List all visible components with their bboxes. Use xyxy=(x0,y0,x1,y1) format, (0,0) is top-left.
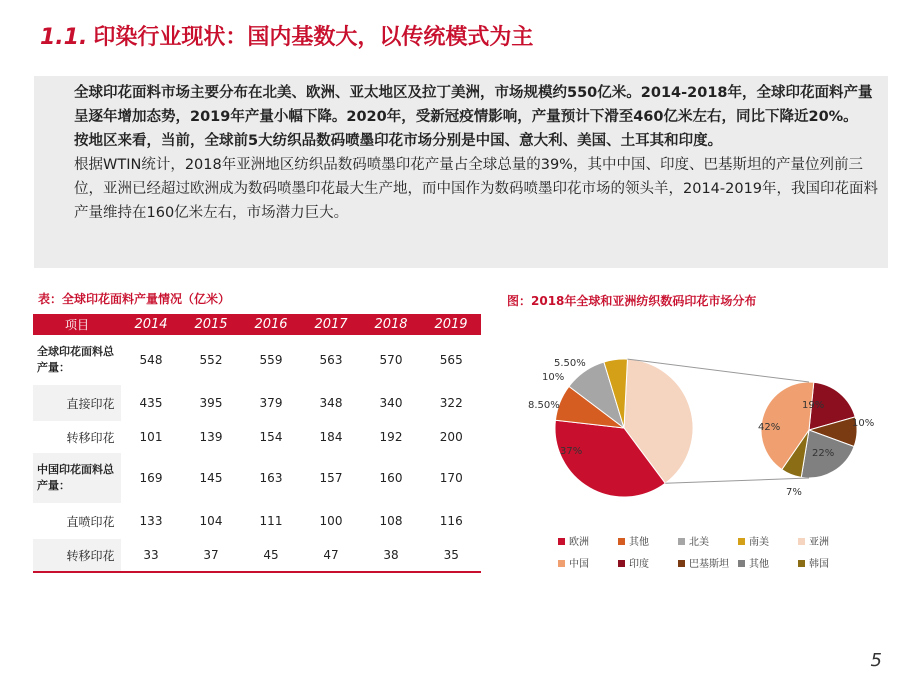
table-cell: 184 xyxy=(301,421,361,453)
table-cell: 47 xyxy=(301,539,361,571)
table-header-cell: 2015 xyxy=(181,314,241,335)
legend-swatch-印度 xyxy=(618,560,625,567)
pie-chart-svg xyxy=(502,312,888,589)
row-label: 中国印花面料总产量： xyxy=(33,453,121,503)
intro-lead: 全球印花面料市场主要分布在北美、欧洲、亚太地区及拉丁美洲，市场规模约550亿米。2014-2018年，全球印花面料产量呈逐年增加态势，2019年产量小幅下降。2020年，受新冠疫情影响，产量预计下滑至460亿米左右，同比下降近20%。 xyxy=(74,85,873,125)
table-cell: 379 xyxy=(241,385,301,421)
row-label: 转移印花 xyxy=(33,539,121,571)
legend-swatch-北美 xyxy=(678,538,685,545)
table-cell: 192 xyxy=(361,421,421,453)
legend-label-巴基斯坦: 巴基斯坦 xyxy=(689,559,729,570)
section-number: 1.1. xyxy=(40,25,88,50)
table-header-cell: 2018 xyxy=(361,314,421,335)
table-cell: 139 xyxy=(181,421,241,453)
table-cell: 111 xyxy=(241,503,301,539)
table-row xyxy=(33,385,481,421)
data-label-中国: 42% xyxy=(758,422,781,433)
table-cell: 160 xyxy=(361,453,421,503)
market-distribution-chart xyxy=(502,312,888,589)
table-header-row xyxy=(33,314,481,335)
table-cell: 157 xyxy=(301,453,361,503)
legend-label-印度: 印度 xyxy=(629,559,649,570)
table-cell: 163 xyxy=(241,453,301,503)
intro-box xyxy=(34,76,888,268)
table-cell: 570 xyxy=(361,335,421,385)
legend-swatch-欧洲 xyxy=(558,538,565,545)
table-row xyxy=(33,335,481,385)
intro-paragraph-2: 按地区来看，当前，全球前5大纺织品数码喷墨印花市场分别是中国、意大利、美国、土耳其和印度。 xyxy=(74,133,723,149)
legend-swatch-南美 xyxy=(738,538,745,545)
intro-paragraph-3: 根据WTIN统计，2018年亚洲地区纺织品数码喷墨印花产量占全球总量的39%，其中中国、印度、巴基斯坦的产量位列前三位，亚洲已经超过欧洲成为数码喷墨印花最大生产地，而中国作为数码喷墨印花市场的领头羊，2014-2019年，我国印花面料产量维持在160亿米左右，市场潜力巨大。 xyxy=(74,157,879,221)
table-cell: 340 xyxy=(361,385,421,421)
table-cell: 565 xyxy=(421,335,481,385)
table-cell: 133 xyxy=(121,503,181,539)
data-label-北美: 10% xyxy=(542,372,565,383)
legend-label-其他: 其他 xyxy=(629,537,649,548)
legend-label-欧洲: 欧洲 xyxy=(569,537,589,548)
table-cell: 108 xyxy=(361,503,421,539)
table-cell: 200 xyxy=(421,421,481,453)
table-cell: 395 xyxy=(181,385,241,421)
intro-paragraph-1 xyxy=(74,81,880,129)
table-cell: 563 xyxy=(301,335,361,385)
legend-label-中国: 中国 xyxy=(569,559,589,570)
page-number: 5 xyxy=(870,650,882,671)
table-cell: 145 xyxy=(181,453,241,503)
table-header-cell: 2019 xyxy=(421,314,481,335)
row-label: 全球印花面料总产量： xyxy=(37,345,114,374)
production-table xyxy=(33,314,481,573)
table-cell: 559 xyxy=(241,335,301,385)
table-cell: 116 xyxy=(421,503,481,539)
table-cell: 169 xyxy=(121,453,181,503)
row-label: 转移印花 xyxy=(66,430,115,445)
legend-swatch-韩国 xyxy=(798,560,805,567)
table-cell: 170 xyxy=(421,453,481,503)
data-label-其他: 8.50% xyxy=(528,400,560,411)
data-label-欧洲: 37% xyxy=(560,446,583,457)
data-label-南美: 5.50% xyxy=(554,358,586,369)
production-table-grid xyxy=(33,314,481,571)
table-cell: 552 xyxy=(181,335,241,385)
page-title xyxy=(40,20,533,51)
table-cell: 33 xyxy=(121,539,181,571)
legend-label-北美: 北美 xyxy=(689,537,709,548)
legend-swatch-巴基斯坦 xyxy=(678,560,685,567)
table-header-cell: 2014 xyxy=(121,314,181,335)
connector-line-bottom xyxy=(665,478,809,483)
table-row xyxy=(33,539,481,571)
row-label: 直接印花 xyxy=(33,385,121,421)
table-cell: 548 xyxy=(121,335,181,385)
table-caption: 表：全球印花面料产量情况（亿米） xyxy=(38,292,231,306)
table-header-cell: 2016 xyxy=(241,314,301,335)
table-cell: 104 xyxy=(181,503,241,539)
table-cell: 154 xyxy=(241,421,301,453)
table-row xyxy=(33,503,481,539)
legend-label-亚洲: 亚洲 xyxy=(809,537,829,548)
table-cell: 348 xyxy=(301,385,361,421)
table-cell: 38 xyxy=(361,539,421,571)
chart-caption: 图：2018年全球和亚洲纺织数码印花市场分布 xyxy=(507,294,757,308)
row-label: 直喷印花 xyxy=(66,514,115,529)
table-cell: 100 xyxy=(301,503,361,539)
table-cell: 435 xyxy=(121,385,181,421)
legend-label-韩国: 韩国 xyxy=(809,559,829,570)
table-row xyxy=(33,453,481,503)
data-label-巴基斯坦: 10% xyxy=(852,418,875,429)
legend-label-其他: 其他 xyxy=(749,559,769,570)
table-cell: 35 xyxy=(421,539,481,571)
legend-swatch-亚洲 xyxy=(798,538,805,545)
table-header-cell: 项目 xyxy=(33,314,121,335)
table-cell: 101 xyxy=(121,421,181,453)
table-cell: 37 xyxy=(181,539,241,571)
data-label-其他: 22% xyxy=(812,448,835,459)
table-cell: 45 xyxy=(241,539,301,571)
legend-swatch-其他 xyxy=(618,538,625,545)
legend-label-南美: 南美 xyxy=(749,537,769,548)
data-label-印度: 19% xyxy=(802,400,825,411)
section-title: 印染行业现状：国内基数大，以传统模式为主 xyxy=(93,25,534,50)
table-header-cell: 2017 xyxy=(301,314,361,335)
legend-swatch-其他 xyxy=(738,560,745,567)
data-label-韩国: 7% xyxy=(786,487,802,498)
table-row xyxy=(33,421,481,453)
table-cell: 322 xyxy=(421,385,481,421)
legend-swatch-中国 xyxy=(558,560,565,567)
